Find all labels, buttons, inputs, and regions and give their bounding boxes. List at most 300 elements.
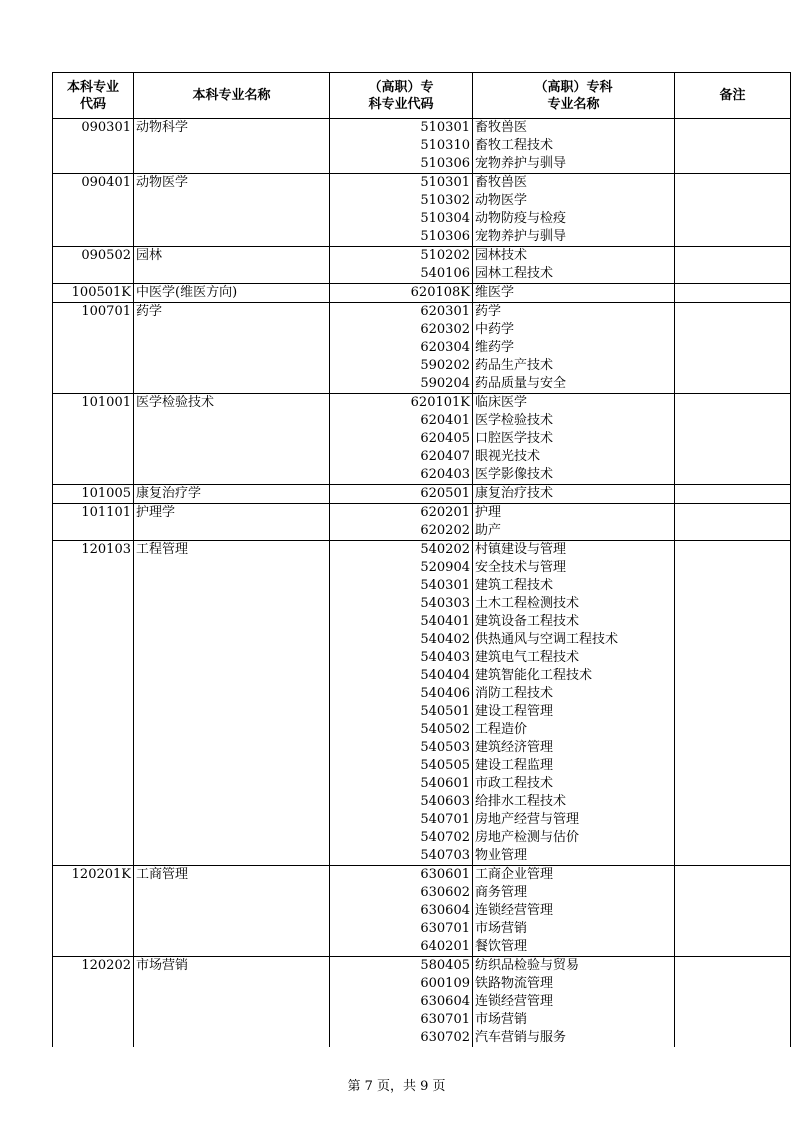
note-cell bbox=[675, 119, 791, 138]
note-cell bbox=[675, 595, 791, 613]
bk-name-cell bbox=[134, 1029, 330, 1047]
table-row bbox=[53, 504, 791, 523]
table-row bbox=[53, 394, 791, 413]
bk-code-cell: 120103 bbox=[53, 541, 134, 560]
bk-code-cell: 090401 bbox=[53, 174, 134, 193]
table-row bbox=[53, 137, 791, 155]
zk-name-cell: 护理 bbox=[473, 504, 675, 523]
bk-name-cell bbox=[134, 775, 330, 793]
zk-name-cell: 维医学 bbox=[473, 284, 675, 303]
zk-name-cell: 纺织品检验与贸易 bbox=[473, 957, 675, 976]
note-cell bbox=[675, 847, 791, 866]
bk-name-cell: 中医学(维医方向) bbox=[134, 284, 330, 303]
zk-name-cell: 动物医学 bbox=[473, 192, 675, 210]
bk-code-cell: 120202 bbox=[53, 957, 134, 976]
table-body bbox=[53, 119, 791, 1048]
zk-code-cell: 630604 bbox=[330, 902, 473, 920]
zk-code-cell: 540601 bbox=[330, 775, 473, 793]
bk-name-cell bbox=[134, 1011, 330, 1029]
zk-code-cell: 620304 bbox=[330, 339, 473, 357]
zk-code-cell: 620302 bbox=[330, 321, 473, 339]
bk-code-cell bbox=[53, 993, 134, 1011]
table-row bbox=[53, 284, 791, 303]
note-cell bbox=[675, 884, 791, 902]
zk-code-cell: 540106 bbox=[330, 265, 473, 284]
zk-name-cell: 眼视光技术 bbox=[473, 448, 675, 466]
zk-code-cell: 510306 bbox=[330, 228, 473, 247]
zk-code-cell: 620501 bbox=[330, 485, 473, 504]
note-cell bbox=[675, 412, 791, 430]
zk-name-cell: 园林工程技术 bbox=[473, 265, 675, 284]
zk-name-cell: 医学检验技术 bbox=[473, 412, 675, 430]
table-row bbox=[53, 866, 791, 885]
note-cell bbox=[675, 649, 791, 667]
note-cell bbox=[675, 993, 791, 1011]
zk-name-cell: 连锁经营管理 bbox=[473, 993, 675, 1011]
zk-code-cell: 510302 bbox=[330, 192, 473, 210]
bk-code-cell bbox=[53, 757, 134, 775]
bk-name-cell bbox=[134, 357, 330, 375]
bk-name-cell bbox=[134, 559, 330, 577]
note-cell bbox=[675, 504, 791, 523]
bk-name-cell bbox=[134, 902, 330, 920]
bk-name-cell bbox=[134, 920, 330, 938]
zk-name-cell: 市政工程技术 bbox=[473, 775, 675, 793]
zk-name-cell: 宠物养护与驯导 bbox=[473, 228, 675, 247]
zk-code-cell: 630604 bbox=[330, 993, 473, 1011]
bk-code-cell: 100501K bbox=[53, 284, 134, 303]
zk-name-cell: 安全技术与管理 bbox=[473, 559, 675, 577]
bk-name-cell bbox=[134, 412, 330, 430]
zk-code-cell: 520904 bbox=[330, 559, 473, 577]
table-row bbox=[53, 485, 791, 504]
table-row bbox=[53, 247, 791, 266]
note-cell bbox=[675, 448, 791, 466]
zk-name-cell: 助产 bbox=[473, 522, 675, 541]
note-cell bbox=[675, 228, 791, 247]
note-cell bbox=[675, 541, 791, 560]
bk-name-cell bbox=[134, 938, 330, 957]
table-row bbox=[53, 559, 791, 577]
note-cell bbox=[675, 155, 791, 174]
zk-code-cell: 540301 bbox=[330, 577, 473, 595]
table-row bbox=[53, 1011, 791, 1029]
zk-code-cell: 510310 bbox=[330, 137, 473, 155]
note-cell bbox=[675, 775, 791, 793]
zk-code-cell: 540703 bbox=[330, 847, 473, 866]
zk-name-cell: 药品生产技术 bbox=[473, 357, 675, 375]
bk-name-cell bbox=[134, 339, 330, 357]
table-row bbox=[53, 920, 791, 938]
bk-code-cell bbox=[53, 703, 134, 721]
note-cell bbox=[675, 829, 791, 847]
bk-name-cell bbox=[134, 155, 330, 174]
bk-name-cell bbox=[134, 829, 330, 847]
table-row bbox=[53, 448, 791, 466]
table-row bbox=[53, 595, 791, 613]
table-row bbox=[53, 613, 791, 631]
header-zk-code: （高职）专 科专业代码 bbox=[330, 73, 473, 119]
table-row bbox=[53, 667, 791, 685]
zk-code-cell: 620405 bbox=[330, 430, 473, 448]
bk-name-cell bbox=[134, 757, 330, 775]
zk-code-cell: 540502 bbox=[330, 721, 473, 739]
zk-name-cell: 医学影像技术 bbox=[473, 466, 675, 485]
zk-name-cell: 建筑经济管理 bbox=[473, 739, 675, 757]
note-cell bbox=[675, 247, 791, 266]
zk-name-cell: 商务管理 bbox=[473, 884, 675, 902]
bk-name-cell: 动物科学 bbox=[134, 119, 330, 138]
bk-code-cell bbox=[53, 829, 134, 847]
note-cell bbox=[675, 975, 791, 993]
zk-name-cell: 畜牧兽医 bbox=[473, 119, 675, 138]
zk-name-cell: 畜牧兽医 bbox=[473, 174, 675, 193]
note-cell bbox=[675, 938, 791, 957]
zk-code-cell: 540701 bbox=[330, 811, 473, 829]
zk-name-cell: 建设工程管理 bbox=[473, 703, 675, 721]
note-cell bbox=[675, 375, 791, 394]
zk-name-cell: 市场营销 bbox=[473, 1011, 675, 1029]
table-row bbox=[53, 993, 791, 1011]
note-cell bbox=[675, 920, 791, 938]
bk-name-cell bbox=[134, 649, 330, 667]
note-cell bbox=[675, 685, 791, 703]
bk-code-cell bbox=[53, 793, 134, 811]
zk-code-cell: 620108K bbox=[330, 284, 473, 303]
table-row bbox=[53, 685, 791, 703]
bk-code-cell bbox=[53, 721, 134, 739]
bk-name-cell: 医学检验技术 bbox=[134, 394, 330, 413]
zk-code-cell: 620403 bbox=[330, 466, 473, 485]
bk-code-cell bbox=[53, 667, 134, 685]
bk-code-cell bbox=[53, 466, 134, 485]
bk-code-cell bbox=[53, 920, 134, 938]
bk-code-cell bbox=[53, 649, 134, 667]
note-cell bbox=[675, 757, 791, 775]
bk-name-cell bbox=[134, 466, 330, 485]
zk-name-cell: 药品质量与安全 bbox=[473, 375, 675, 394]
bk-code-cell bbox=[53, 884, 134, 902]
table-row bbox=[53, 541, 791, 560]
table-row bbox=[53, 466, 791, 485]
bk-name-cell: 工商管理 bbox=[134, 866, 330, 885]
zk-name-cell: 给排水工程技术 bbox=[473, 793, 675, 811]
zk-code-cell: 590202 bbox=[330, 357, 473, 375]
table-row bbox=[53, 119, 791, 138]
bk-code-cell bbox=[53, 938, 134, 957]
header-note: 备注 bbox=[675, 73, 791, 119]
zk-name-cell: 药学 bbox=[473, 303, 675, 322]
zk-name-cell: 宠物养护与驯导 bbox=[473, 155, 675, 174]
note-cell bbox=[675, 357, 791, 375]
zk-code-cell: 540603 bbox=[330, 793, 473, 811]
bk-name-cell bbox=[134, 228, 330, 247]
bk-name-cell: 动物医学 bbox=[134, 174, 330, 193]
bk-name-cell bbox=[134, 192, 330, 210]
bk-code-cell bbox=[53, 577, 134, 595]
bk-name-cell bbox=[134, 884, 330, 902]
table-row bbox=[53, 884, 791, 902]
zk-code-cell: 510306 bbox=[330, 155, 473, 174]
note-cell bbox=[675, 613, 791, 631]
note-cell bbox=[675, 174, 791, 193]
zk-code-cell: 540406 bbox=[330, 685, 473, 703]
table-row bbox=[53, 938, 791, 957]
note-cell bbox=[675, 430, 791, 448]
zk-name-cell: 房地产经营与管理 bbox=[473, 811, 675, 829]
zk-code-cell: 540404 bbox=[330, 667, 473, 685]
zk-code-cell: 640201 bbox=[330, 938, 473, 957]
table-row bbox=[53, 757, 791, 775]
bk-code-cell bbox=[53, 739, 134, 757]
zk-code-cell: 510301 bbox=[330, 174, 473, 193]
zk-name-cell: 中药学 bbox=[473, 321, 675, 339]
zk-name-cell: 动物防疫与检疫 bbox=[473, 210, 675, 228]
note-cell bbox=[675, 631, 791, 649]
zk-name-cell: 土木工程检测技术 bbox=[473, 595, 675, 613]
zk-code-cell: 540202 bbox=[330, 541, 473, 560]
bk-name-cell bbox=[134, 631, 330, 649]
zk-code-cell: 620301 bbox=[330, 303, 473, 322]
bk-name-cell bbox=[134, 430, 330, 448]
bk-code-cell bbox=[53, 228, 134, 247]
zk-code-cell: 600109 bbox=[330, 975, 473, 993]
bk-code-cell bbox=[53, 1029, 134, 1047]
bk-code-cell: 100701 bbox=[53, 303, 134, 322]
zk-code-cell: 630701 bbox=[330, 1011, 473, 1029]
table-row bbox=[53, 703, 791, 721]
bk-name-cell: 药学 bbox=[134, 303, 330, 322]
zk-name-cell: 康复治疗技术 bbox=[473, 485, 675, 504]
bk-code-cell bbox=[53, 430, 134, 448]
major-mapping-table bbox=[52, 72, 791, 1047]
bk-code-cell: 090301 bbox=[53, 119, 134, 138]
zk-name-cell: 维药学 bbox=[473, 339, 675, 357]
zk-name-cell: 建筑设备工程技术 bbox=[473, 613, 675, 631]
zk-name-cell: 汽车营销与服务 bbox=[473, 1029, 675, 1047]
zk-code-cell: 630701 bbox=[330, 920, 473, 938]
bk-code-cell bbox=[53, 448, 134, 466]
zk-name-cell: 物业管理 bbox=[473, 847, 675, 866]
zk-code-cell: 510304 bbox=[330, 210, 473, 228]
bk-name-cell bbox=[134, 137, 330, 155]
table-row bbox=[53, 829, 791, 847]
table-header-row bbox=[53, 73, 791, 119]
table-row bbox=[53, 357, 791, 375]
bk-code-cell bbox=[53, 522, 134, 541]
bk-code-cell bbox=[53, 775, 134, 793]
bk-code-cell: 101001 bbox=[53, 394, 134, 413]
zk-code-cell: 540702 bbox=[330, 829, 473, 847]
zk-name-cell: 铁路物流管理 bbox=[473, 975, 675, 993]
note-cell bbox=[675, 485, 791, 504]
bk-name-cell bbox=[134, 321, 330, 339]
zk-code-cell: 510202 bbox=[330, 247, 473, 266]
bk-code-cell: 101005 bbox=[53, 485, 134, 504]
note-cell bbox=[675, 137, 791, 155]
zk-code-cell: 580405 bbox=[330, 957, 473, 976]
zk-code-cell: 620401 bbox=[330, 412, 473, 430]
bk-code-cell: 101101 bbox=[53, 504, 134, 523]
table-row bbox=[53, 631, 791, 649]
bk-name-cell bbox=[134, 265, 330, 284]
table-row bbox=[53, 721, 791, 739]
bk-name-cell: 康复治疗学 bbox=[134, 485, 330, 504]
note-cell bbox=[675, 303, 791, 322]
zk-name-cell: 临床医学 bbox=[473, 394, 675, 413]
note-cell bbox=[675, 1029, 791, 1047]
bk-code-cell bbox=[53, 137, 134, 155]
zk-name-cell: 口腔医学技术 bbox=[473, 430, 675, 448]
zk-name-cell: 供热通风与空调工程技术 bbox=[473, 631, 675, 649]
zk-code-cell: 630702 bbox=[330, 1029, 473, 1047]
table-row bbox=[53, 975, 791, 993]
table-row bbox=[53, 649, 791, 667]
bk-name-cell: 市场营销 bbox=[134, 957, 330, 976]
note-cell bbox=[675, 559, 791, 577]
bk-code-cell bbox=[53, 685, 134, 703]
note-cell bbox=[675, 957, 791, 976]
zk-name-cell: 消防工程技术 bbox=[473, 685, 675, 703]
zk-name-cell: 房地产检测与估价 bbox=[473, 829, 675, 847]
header-zk-name: （高职）专科 专业名称 bbox=[473, 73, 675, 119]
zk-code-cell: 630602 bbox=[330, 884, 473, 902]
zk-code-cell: 540501 bbox=[330, 703, 473, 721]
note-cell bbox=[675, 739, 791, 757]
note-cell bbox=[675, 811, 791, 829]
zk-code-cell: 630601 bbox=[330, 866, 473, 885]
note-cell bbox=[675, 577, 791, 595]
bk-name-cell bbox=[134, 210, 330, 228]
bk-code-cell bbox=[53, 1011, 134, 1029]
table-row bbox=[53, 1029, 791, 1047]
note-cell bbox=[675, 210, 791, 228]
bk-name-cell bbox=[134, 811, 330, 829]
note-cell bbox=[675, 1011, 791, 1029]
bk-name-cell bbox=[134, 721, 330, 739]
table-row bbox=[53, 793, 791, 811]
bk-code-cell bbox=[53, 975, 134, 993]
bk-name-cell bbox=[134, 793, 330, 811]
zk-name-cell: 建设工程监理 bbox=[473, 757, 675, 775]
zk-name-cell: 餐饮管理 bbox=[473, 938, 675, 957]
zk-code-cell: 540503 bbox=[330, 739, 473, 757]
bk-name-cell bbox=[134, 577, 330, 595]
bk-name-cell bbox=[134, 595, 330, 613]
zk-name-cell: 建筑工程技术 bbox=[473, 577, 675, 595]
header-bk-name: 本科专业名称 bbox=[134, 73, 330, 119]
table-row bbox=[53, 228, 791, 247]
zk-name-cell: 园林技术 bbox=[473, 247, 675, 266]
note-cell bbox=[675, 866, 791, 885]
zk-name-cell: 工程造价 bbox=[473, 721, 675, 739]
zk-name-cell: 连锁经营管理 bbox=[473, 902, 675, 920]
table-row bbox=[53, 265, 791, 284]
note-cell bbox=[675, 721, 791, 739]
zk-name-cell: 建筑智能化工程技术 bbox=[473, 667, 675, 685]
table-row bbox=[53, 430, 791, 448]
zk-code-cell: 620201 bbox=[330, 504, 473, 523]
zk-code-cell: 510301 bbox=[330, 119, 473, 138]
note-cell bbox=[675, 466, 791, 485]
table-row bbox=[53, 522, 791, 541]
bk-code-cell bbox=[53, 210, 134, 228]
zk-name-cell: 工商企业管理 bbox=[473, 866, 675, 885]
note-cell bbox=[675, 703, 791, 721]
table-row bbox=[53, 174, 791, 193]
bk-code-cell bbox=[53, 595, 134, 613]
table-row bbox=[53, 811, 791, 829]
note-cell bbox=[675, 394, 791, 413]
zk-code-cell: 620202 bbox=[330, 522, 473, 541]
zk-name-cell: 市场营销 bbox=[473, 920, 675, 938]
bk-code-cell bbox=[53, 631, 134, 649]
bk-name-cell: 护理学 bbox=[134, 504, 330, 523]
note-cell bbox=[675, 321, 791, 339]
note-cell bbox=[675, 192, 791, 210]
header-bk-code: 本科专业 代码 bbox=[53, 73, 134, 119]
note-cell bbox=[675, 793, 791, 811]
bk-name-cell bbox=[134, 613, 330, 631]
zk-name-cell: 畜牧工程技术 bbox=[473, 137, 675, 155]
bk-name-cell: 工程管理 bbox=[134, 541, 330, 560]
table-row bbox=[53, 775, 791, 793]
table-row bbox=[53, 155, 791, 174]
bk-name-cell bbox=[134, 685, 330, 703]
zk-code-cell: 590204 bbox=[330, 375, 473, 394]
table-row bbox=[53, 321, 791, 339]
bk-name-cell bbox=[134, 522, 330, 541]
zk-code-cell: 540403 bbox=[330, 649, 473, 667]
table-row bbox=[53, 210, 791, 228]
bk-code-cell bbox=[53, 155, 134, 174]
table-row bbox=[53, 339, 791, 357]
zk-code-cell: 540401 bbox=[330, 613, 473, 631]
bk-code-cell bbox=[53, 192, 134, 210]
bk-name-cell bbox=[134, 975, 330, 993]
note-cell bbox=[675, 522, 791, 541]
bk-name-cell bbox=[134, 667, 330, 685]
note-cell bbox=[675, 902, 791, 920]
zk-code-cell: 620101K bbox=[330, 394, 473, 413]
table-row bbox=[53, 739, 791, 757]
bk-code-cell bbox=[53, 559, 134, 577]
bk-code-cell bbox=[53, 339, 134, 357]
major-mapping-table-container bbox=[52, 72, 746, 1047]
note-cell bbox=[675, 284, 791, 303]
zk-name-cell: 建筑电气工程技术 bbox=[473, 649, 675, 667]
bk-code-cell bbox=[53, 412, 134, 430]
zk-name-cell: 村镇建设与管理 bbox=[473, 541, 675, 560]
bk-code-cell: 090502 bbox=[53, 247, 134, 266]
zk-code-cell: 540303 bbox=[330, 595, 473, 613]
zk-code-cell: 540505 bbox=[330, 757, 473, 775]
bk-code-cell bbox=[53, 613, 134, 631]
page-footer: 第 7 页，共 9 页 bbox=[347, 1079, 446, 1094]
bk-code-cell bbox=[53, 357, 134, 375]
zk-code-cell: 540402 bbox=[330, 631, 473, 649]
table-row bbox=[53, 902, 791, 920]
note-cell bbox=[675, 339, 791, 357]
bk-code-cell bbox=[53, 847, 134, 866]
zk-code-cell: 620407 bbox=[330, 448, 473, 466]
bk-name-cell bbox=[134, 703, 330, 721]
bk-name-cell bbox=[134, 993, 330, 1011]
bk-code-cell bbox=[53, 265, 134, 284]
table-row bbox=[53, 192, 791, 210]
bk-name-cell: 园林 bbox=[134, 247, 330, 266]
table-row bbox=[53, 375, 791, 394]
